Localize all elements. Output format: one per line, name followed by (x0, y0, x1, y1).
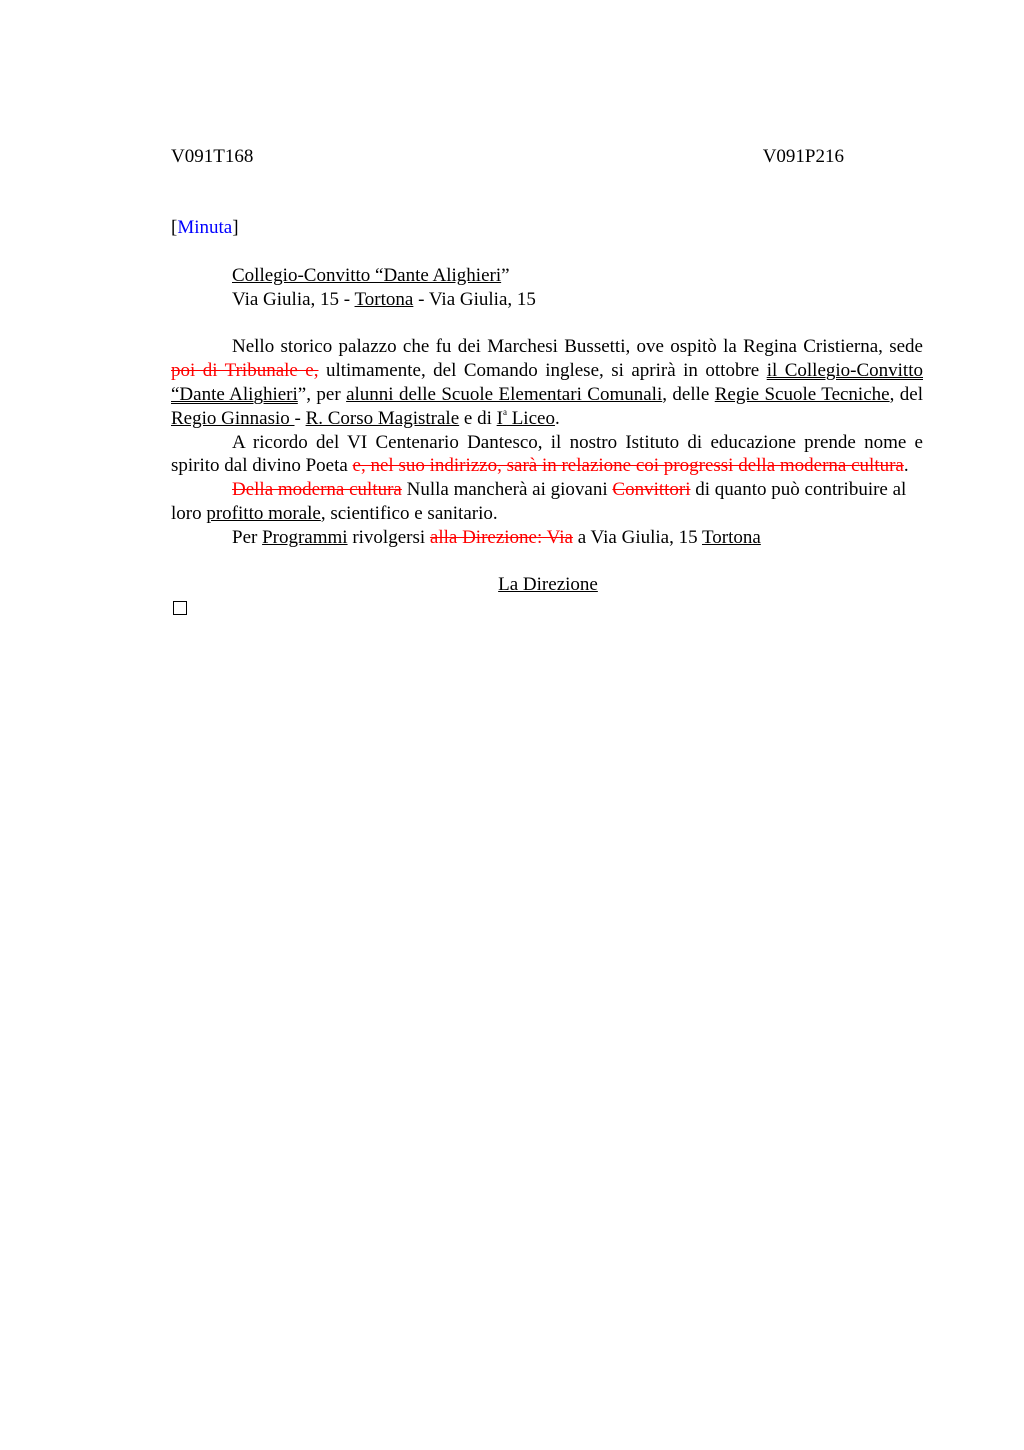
underlined-text: alunni delle Scuole Elementari Comunali (346, 383, 663, 405)
end-marker (171, 597, 923, 622)
deleted-text: Convittori (612, 479, 691, 501)
right-code: V091P216 (762, 146, 844, 167)
underlined-text: R. Corso Magistrale (305, 407, 460, 429)
double-underlined-text: il Collegio-Convitto “Dante Alighieri (171, 360, 923, 405)
minuta-text: Minuta (177, 217, 233, 239)
signature-text: La Direzione (498, 574, 598, 596)
address-line-2: Via Giulia, 15 - Tortona - Via Giulia, 15 (232, 288, 536, 310)
underlined-text: Tortona (702, 526, 761, 548)
paragraph-2: A ricordo del VI Centenario Dantesco, il nostro Istituto di educazione prende nome e spirito dal divino Poeta e, nel suo indirizzo, sarà in relazione coi progressi della moderna cultura. (171, 431, 923, 477)
city-name: Tortona (354, 288, 414, 310)
square-outline-icon (173, 601, 187, 615)
header-codes (171, 145, 923, 169)
minuta-label: [Minuta] (171, 217, 239, 239)
paragraph-3: Della moderna cultura Nulla mancherà ai giovani Convittori di quanto può contribuire al loro profitto morale, scientifico e sanitario. (171, 479, 907, 524)
underlined-text: $I^a$ Liceo (496, 407, 555, 429)
deleted-text: e, nel suo indirizzo, sarà in relazione coi progressi della moderna cultura (352, 455, 904, 477)
deleted-text: alla Direzione: Via (429, 526, 573, 548)
underlined-text: profitto morale (206, 502, 321, 524)
left-code: V091T168 (171, 146, 254, 167)
signature (171, 573, 923, 597)
underlined-text: Programmi (262, 526, 348, 548)
paragraph-1: Nello storico palazzo che fu dei Marchesi Bussetti, ove ospitò la Regina Cristierna, sede poi di Tribunale e, ultimamente, del Comando inglese, si aprirà in ottobre il Collegio-Convitto “Dante Alighieri”, per alunni delle Scuole Elementari Comunali, delle Regie Scuole Tecniche, del Regio Ginnasio - R. Corso Magistrale e di $I^a$ Liceo. (171, 336, 923, 429)
document-page (171, 145, 923, 622)
address-block (171, 264, 923, 312)
underlined-text: Regio Ginnasio (171, 407, 295, 429)
deleted-text: poi di Tribunale e, (171, 360, 319, 382)
underlined-text: Regie Scuole Tecniche (714, 383, 890, 405)
address-line-1: Collegio-Convitto “Dante Alighieri” (232, 264, 510, 286)
paragraph-4: Per Programmi rivolgersi alla Direzione: Via a Via Giulia, 15 Tortona (232, 526, 761, 548)
institute-name: Collegio-Convitto “Dante Alighieri (232, 264, 502, 286)
deleted-text: Della moderna cultura (232, 479, 402, 501)
